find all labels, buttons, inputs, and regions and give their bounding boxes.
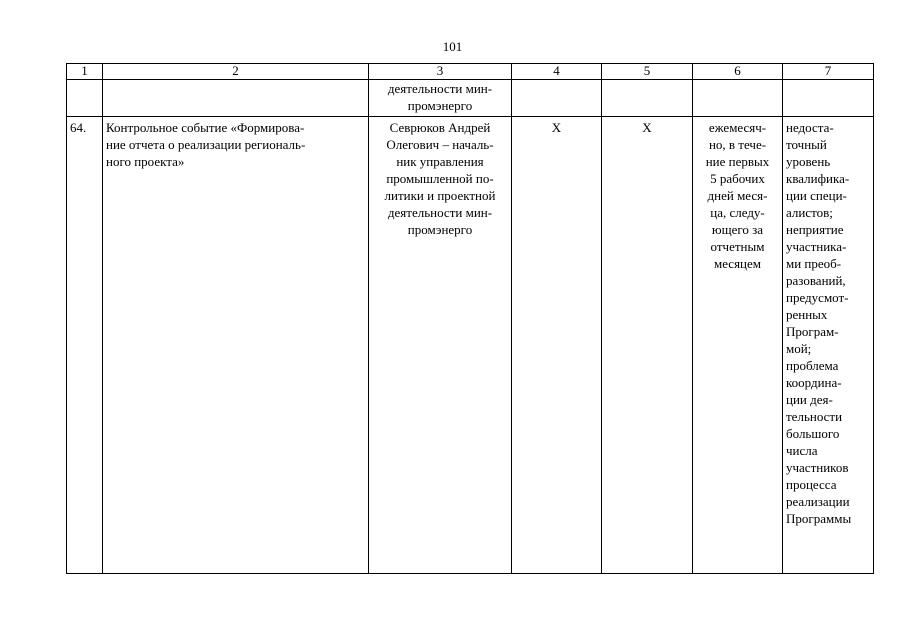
text-line: Програм-	[786, 324, 839, 339]
row-number-cell: 64.	[67, 117, 103, 574]
text-line: но, в тече-	[708, 137, 767, 152]
header-cell: 6	[693, 64, 783, 80]
text-line: ца, следу-	[710, 205, 765, 220]
text-line: координа-	[786, 375, 842, 390]
period-cell	[693, 117, 783, 574]
page-number: 101	[442, 39, 463, 54]
column-4-cell: Х	[512, 117, 602, 574]
continuation-responsible-cell	[369, 80, 512, 117]
text-line: ного проекта»	[106, 154, 185, 169]
text-line: разований,	[786, 273, 846, 288]
text-line: ние первых	[705, 154, 770, 169]
text-line: уровень	[786, 154, 831, 169]
text-line: ник управления	[396, 154, 484, 169]
header-cell: 3	[369, 64, 512, 80]
text-line: промэнерго	[407, 222, 473, 237]
table-cell	[783, 80, 874, 117]
text-line: участников	[786, 460, 849, 475]
text-line: точный	[786, 137, 827, 152]
data-table	[66, 63, 874, 574]
text-line: большого	[786, 426, 840, 441]
text-line: мой;	[786, 341, 812, 356]
text-line: Программы	[786, 511, 852, 526]
header-row	[67, 64, 874, 80]
text-line: процесса	[786, 477, 837, 492]
text-line: недоста-	[786, 120, 834, 135]
text-line: реализации	[786, 494, 850, 509]
header-cell: 4	[512, 64, 602, 80]
header-cell: 5	[602, 64, 693, 80]
text-line: ренных	[786, 307, 828, 322]
text-line: ние отчета о реализации региональ-	[106, 137, 306, 152]
text-line: деятельности мин-	[387, 205, 493, 220]
text-line: 5 рабочих	[710, 171, 765, 186]
text-line: Контрольное событие «Формирова-	[106, 120, 305, 135]
text-line: деятельности мин-	[387, 81, 493, 96]
header-cell: 1	[67, 64, 103, 80]
event-cell	[103, 117, 369, 574]
responsible-cell	[369, 117, 512, 574]
text-line: ции дея-	[786, 392, 833, 407]
continuation-row	[67, 80, 874, 117]
column-5-cell: Х	[602, 117, 693, 574]
text-line: предусмот-	[786, 290, 849, 305]
text-line: Севрюков Андрей	[389, 120, 491, 135]
text-line: числа	[786, 443, 818, 458]
text-line: дней меся-	[707, 188, 768, 203]
text-line: участника-	[786, 239, 847, 254]
text-line: алистов;	[786, 205, 833, 220]
text-line: проблема	[786, 358, 839, 373]
text-line: ми преоб-	[786, 256, 842, 271]
text-line: квалифика-	[786, 171, 850, 186]
table-cell	[103, 80, 369, 117]
text-line: Олегович – началь-	[386, 137, 494, 152]
text-line: промышленной по-	[386, 171, 494, 186]
table-cell	[67, 80, 103, 117]
header-cell: 7	[783, 64, 874, 80]
text-line: промэнерго	[407, 98, 473, 113]
table-cell	[602, 80, 693, 117]
table-cell	[512, 80, 602, 117]
table-cell	[693, 80, 783, 117]
text-line: неприятие	[786, 222, 844, 237]
text-line: месяцем	[713, 256, 762, 271]
text-line: ежемесяч-	[708, 120, 767, 135]
text-line: литики и проектной	[384, 188, 496, 203]
table-row	[67, 117, 874, 574]
text-line: отчетным	[710, 239, 765, 254]
text-line: ции специ-	[786, 188, 847, 203]
text-line: ющего за	[711, 222, 764, 237]
text-line: тельности	[786, 409, 843, 424]
header-cell: 2	[103, 64, 369, 80]
risks-cell	[783, 117, 874, 574]
